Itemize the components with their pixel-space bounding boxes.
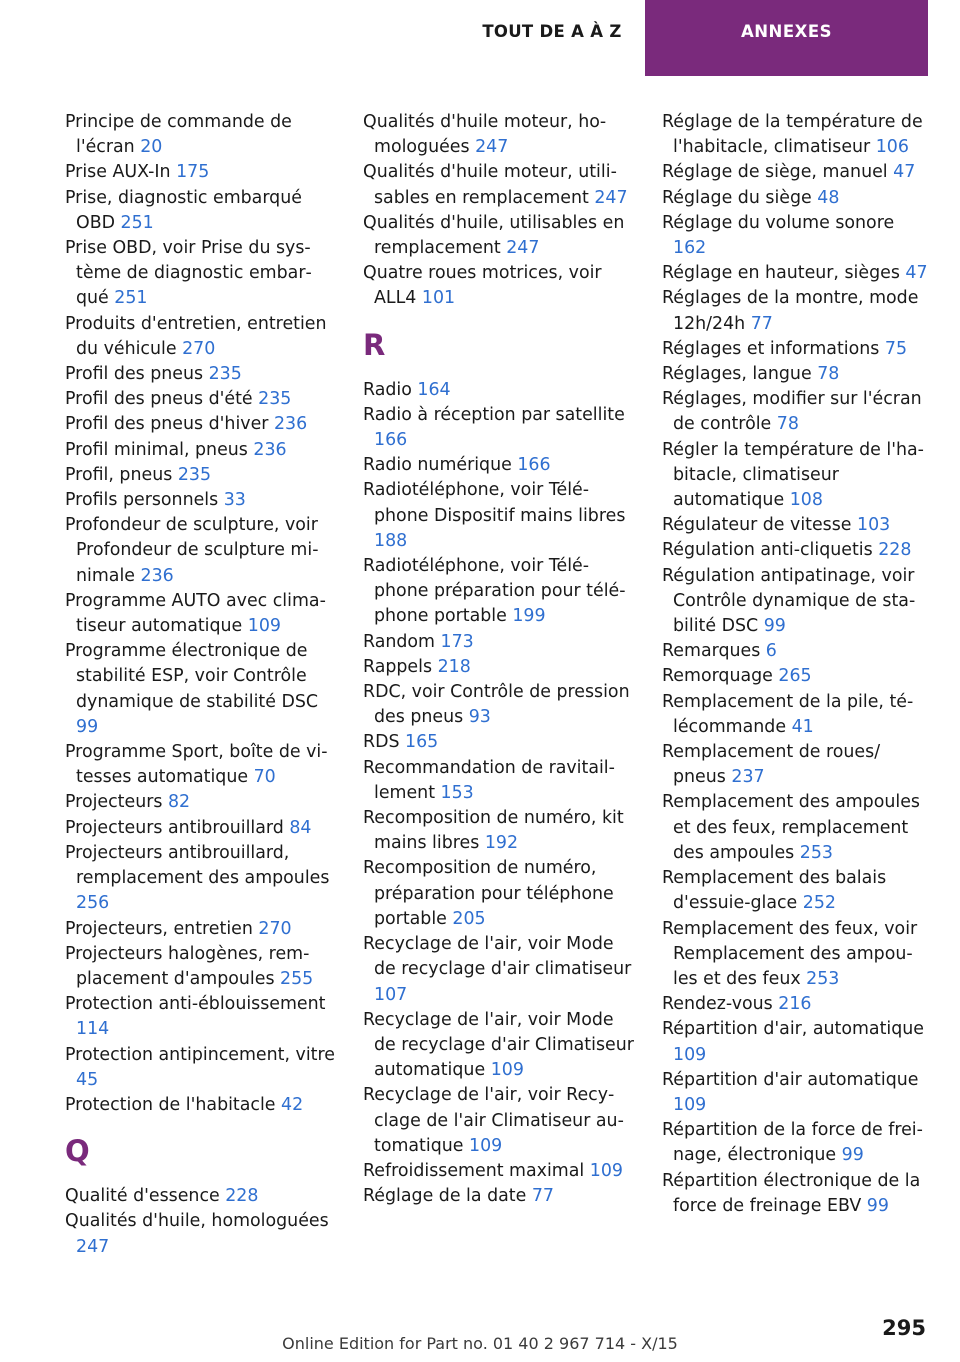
index-entry [662, 1068, 928, 1118]
index-page-link[interactable]: 162 [673, 238, 707, 259]
index-entry [65, 1043, 337, 1093]
index-entry-text: Programme AUTO avec climatiseur automatique [65, 590, 326, 637]
index-entry-text: Répartition électronique de la force de freinage EBV [662, 1170, 921, 1216]
index-entry-text: Programme électronique de stabilité ESP, voir Contrôle dynamique de stabilité DSC [65, 641, 319, 712]
index-entry [65, 110, 337, 160]
index-page-link[interactable]: 236 [253, 439, 287, 460]
index-entry [363, 478, 635, 554]
index-entry [662, 866, 928, 916]
index-entry-text: Réglages, langue [662, 364, 812, 385]
index-page-link[interactable]: 256 [76, 893, 110, 914]
index-entry-text: Qualité d'essence [65, 1186, 220, 1207]
index-page-link[interactable]: 235 [208, 364, 242, 385]
index-page-link[interactable]: 235 [177, 464, 212, 485]
index-entry [662, 992, 928, 1017]
index-page-link[interactable]: 175 [176, 162, 210, 183]
index-entry-text: Projecteurs [65, 792, 163, 813]
index-page-link[interactable]: 103 [857, 515, 891, 536]
index-page-link[interactable]: 228 [225, 1186, 259, 1207]
index-entry [662, 110, 928, 160]
index-entry [65, 513, 337, 589]
index-page-link[interactable]: 166 [374, 430, 408, 451]
index-entry-text: Rendez-vous [662, 994, 773, 1015]
index-entry-text: Prise, diagnostic embarqué OBD [65, 187, 302, 233]
index-page-link[interactable]: 48 [817, 187, 840, 208]
index-entry-text: Radio à réception par satellite [363, 404, 625, 425]
index-page-link[interactable]: 218 [437, 656, 471, 677]
index-entry [662, 1118, 928, 1168]
index-page-link[interactable]: 236 [273, 414, 308, 435]
index-entry [363, 806, 635, 856]
index-page-link[interactable]: 173 [440, 631, 474, 652]
index-entry [662, 337, 928, 362]
index-page-link[interactable]: 247 [475, 137, 509, 158]
index-page-link[interactable]: 247 [594, 187, 628, 208]
index-entry-text: Qualités d'huile, homologuées [65, 1211, 329, 1232]
index-entry [363, 453, 635, 478]
index-entry-text: RDS [363, 732, 400, 753]
index-entry-text: Régulateur de vitesse [662, 515, 852, 536]
index-entry [65, 387, 337, 412]
index-entry [65, 236, 337, 312]
index-page-link[interactable]: 41 [791, 716, 814, 737]
index-page-link[interactable]: 106 [875, 137, 909, 158]
index-entry-text: Refroidissement maximal [363, 1160, 585, 1181]
index-entry-text: Régler la température de l'habitacle, climatiseur automatique [662, 439, 924, 511]
index-page-link[interactable]: 255 [280, 968, 314, 989]
index-entry-text: Quatre roues motrices, voir ALL4 [363, 263, 602, 309]
index-entry [65, 438, 337, 463]
index-entry-text: Réglage du siège [662, 187, 812, 208]
index-entry [662, 690, 928, 740]
index-entry-text: Réglage en hauteur, sièges [662, 263, 900, 284]
index-entry-text: Remarques [662, 641, 761, 662]
index-entry [65, 740, 337, 790]
index-entry [65, 1184, 337, 1209]
index-page-link[interactable]: 270 [182, 338, 216, 359]
index-page-link[interactable]: 251 [120, 212, 154, 233]
index-entry [662, 513, 928, 538]
index-entry [363, 630, 635, 655]
index-entry [363, 554, 635, 630]
index-entry-text: Régulation antipatinage, voir Contrôle dynamique de stabilité DSC [662, 565, 916, 637]
index-page-link[interactable]: 78 [776, 414, 799, 435]
index-entry [65, 1093, 337, 1118]
index-entry-text: Remplacement de la pile, télécommande [662, 691, 914, 737]
index-page-link[interactable]: 6 [765, 641, 777, 662]
index-entry-text: Profondeur de sculpture, voir Profondeur de sculpture minimale [65, 515, 319, 586]
index-entry [662, 1017, 928, 1067]
index-page-link[interactable]: 251 [114, 288, 148, 309]
index-page-link[interactable]: 166 [517, 455, 551, 476]
index-entry-text: Recomposition de numéro, préparation pour téléphone portable [363, 858, 614, 929]
index-entry [662, 790, 928, 866]
index-page-link[interactable]: 114 [76, 1019, 110, 1040]
index-entry-text: Radio [363, 379, 412, 400]
index-entry [65, 362, 337, 387]
index-entry [662, 740, 928, 790]
index-entry-text: Principe de commande de l'écran [65, 112, 292, 158]
index-page-link[interactable]: 109 [673, 1044, 707, 1065]
index-entry-text: Profil, pneus [65, 464, 173, 485]
index-entry-text: Répartition d'air automatique [662, 1069, 919, 1090]
page-number: 295 [882, 1316, 926, 1340]
index-page-link[interactable]: 107 [374, 984, 408, 1005]
index-entry-text: Remorquage [662, 666, 773, 687]
index-entry [65, 463, 337, 488]
index-entry-text: Programme Sport, boîte de vitesses automatique [65, 742, 328, 788]
index-entry-text: Radiotéléphone, voir Téléphone Dispositif mains libres [363, 480, 626, 526]
index-page-link[interactable]: 164 [417, 379, 451, 400]
index-entry [662, 917, 928, 993]
index-page-link[interactable]: 78 [817, 364, 840, 385]
index-page-link[interactable]: 99 [841, 1145, 864, 1166]
index-column-2 [363, 110, 635, 1209]
index-entry [662, 160, 928, 185]
index-entry-text: Projecteurs halogènes, remplacement d'ampoules [65, 943, 310, 989]
index-entry-text: Radiotéléphone, voir Téléphone préparation pour téléphone portable [363, 556, 626, 627]
index-page-link[interactable]: 247 [506, 238, 540, 259]
index-entry [65, 790, 337, 815]
index-entry-text: Qualités d'huile moteur, utilisables en remplacement [363, 162, 617, 208]
index-page-link[interactable]: 199 [512, 606, 546, 627]
index-page-link[interactable]: 99 [866, 1195, 889, 1216]
index-entry [65, 942, 337, 992]
index-entry [662, 639, 928, 664]
index-entry-text: Répartition de la force de freinage, électronique [662, 1120, 923, 1166]
index-letter-heading: Q [65, 1134, 90, 1169]
index-entry [662, 538, 928, 563]
index-page-link[interactable]: 109 [490, 1060, 524, 1081]
index-letter-heading: R [363, 327, 386, 362]
index-entry [363, 856, 635, 932]
index-page-link[interactable]: 47 [893, 162, 916, 183]
index-page-link[interactable]: 216 [778, 994, 812, 1015]
index-page-link[interactable]: 252 [802, 893, 836, 914]
index-page-link[interactable]: 109 [589, 1160, 623, 1181]
index-page-link[interactable]: 75 [884, 338, 908, 359]
index-entry [65, 639, 337, 740]
index-entry [363, 680, 635, 730]
index-entry-text: Répartition d'air, automatique [662, 1019, 924, 1040]
index-entry-text: Régulation anti-cliquetis [662, 540, 873, 561]
index-entry-text: Projecteurs antibrouillard [65, 817, 284, 838]
index-entry-text: Qualités d'huile moteur, homologuées [363, 112, 607, 158]
index-entry [363, 160, 635, 210]
index-entry-text: Réglage de siège, manuel [662, 162, 888, 183]
index-entry-text: Recyclage de l'air, voir Recyclage de l'air Climatiseur automatique [363, 1085, 624, 1156]
index-entry [363, 1184, 635, 1209]
index-entry [65, 992, 337, 1042]
index-entry [65, 160, 337, 185]
index-page-link[interactable]: 109 [673, 1094, 707, 1115]
index-entry-text: Réglage de la température de l'habitacle, climatiseur [662, 112, 923, 158]
index-entry-text: Remplacement des balais d'essuie-glace [662, 868, 887, 914]
index-page-link[interactable]: 108 [789, 490, 823, 511]
index-entry-text: Prise OBD, voir Prise du système de diagnostic embarqué [65, 238, 312, 309]
index-entry [363, 756, 635, 806]
index-column-3 [662, 110, 928, 1219]
chapter-tab[interactable]: ANNEXES [645, 0, 928, 76]
index-entry-text: Qualités d'huile, utilisables en remplacement [363, 212, 625, 259]
index-page-link[interactable]: 109 [247, 616, 281, 637]
index-entry [363, 1008, 635, 1084]
index-page-link[interactable]: 42 [281, 1094, 304, 1115]
index-page-link[interactable]: 188 [374, 530, 408, 551]
index-entry-text: Projecteurs, entretien [65, 918, 253, 939]
index-entry-text: Rappels [363, 656, 433, 677]
index-entry-text: Radio numérique [363, 455, 512, 476]
index-entry [65, 412, 337, 437]
index-page-link[interactable]: 253 [806, 968, 840, 989]
index-entry [662, 564, 928, 640]
index-entry [65, 186, 337, 236]
index-entry-text: Produits d'entretien, entretien du véhicule [65, 313, 327, 359]
index-page-link[interactable]: 33 [223, 490, 246, 511]
index-entry-text: Réglages, modifier sur l'écran de contrôle [662, 389, 922, 435]
index-page-link[interactable]: 109 [469, 1135, 503, 1156]
index-entry [662, 211, 928, 261]
index-entry-text: Projecteurs antibrouillard, remplacement des ampoules [65, 842, 330, 889]
index-page-link[interactable]: 165 [405, 732, 439, 753]
index-page-link[interactable]: 270 [258, 918, 292, 939]
section-title: TOUT DE A À Z [482, 22, 622, 41]
index-page-link[interactable]: 84 [289, 817, 312, 838]
index-page-link[interactable]: 45 [76, 1069, 99, 1090]
index-entry [363, 110, 635, 160]
index-entry [363, 211, 635, 261]
index-entry-text: Réglages et informations [662, 338, 880, 359]
index-entry [65, 816, 337, 841]
index-page-link[interactable]: 77 [750, 313, 773, 334]
index-page-link[interactable]: 192 [484, 833, 519, 854]
index-entry-text: Remplacement des ampoules et des feux, remplacement des ampoules [662, 792, 920, 863]
index-page-link[interactable]: 247 [76, 1236, 110, 1257]
index-page-link[interactable]: 236 [140, 565, 174, 586]
index-entry [363, 1083, 635, 1159]
index-page-link[interactable]: 253 [799, 842, 833, 863]
index-entry [363, 378, 635, 403]
index-entry [65, 1209, 337, 1259]
index-page-link[interactable]: 265 [778, 666, 812, 687]
index-page-link[interactable]: 99 [763, 616, 786, 637]
index-entry [662, 362, 928, 387]
index-entry [363, 730, 635, 755]
index-entry-text: Random [363, 631, 435, 652]
index-entry [363, 261, 635, 311]
index-entry-text: Recyclage de l'air, voir Mode de recyclage d'air climatiseur [363, 934, 632, 980]
index-entry [662, 1169, 928, 1219]
index-entry-text: Profil des pneus [65, 364, 204, 385]
index-entry [662, 438, 928, 514]
index-page-link[interactable]: 20 [140, 137, 163, 158]
index-entry-text: Recommandation de ravitaillement [363, 757, 615, 803]
index-entry-text: Réglages de la montre, mode 12h/24h [662, 288, 919, 334]
index-entry-text: Profils personnels [65, 490, 219, 511]
index-entry-text: RDC, voir Contrôle de pression des pneus [363, 682, 630, 728]
index-entry [65, 917, 337, 942]
index-entry-text: Protection de l'habitacle [65, 1094, 276, 1115]
index-page-link[interactable]: 82 [167, 792, 191, 813]
index-entry [662, 286, 928, 336]
index-page-link[interactable]: 70 [253, 767, 276, 788]
index-entry-text: Protection anti-éblouissement [65, 994, 326, 1015]
footer-edition: Online Edition for Part no. 01 40 2 967 714 - X/15 [282, 1334, 678, 1353]
index-page-link[interactable]: 77 [531, 1186, 554, 1207]
index-entry-text: Recyclage de l'air, voir Mode de recyclage d'air Climatiseur automatique [363, 1009, 634, 1081]
index-entry [65, 488, 337, 513]
index-entry [363, 655, 635, 680]
index-entry-text: Profil des pneus d'hiver [65, 414, 269, 435]
index-entry-text: Protection antipincement, vitre [65, 1044, 335, 1065]
index-page-link[interactable]: 99 [76, 716, 99, 737]
index-entry-text: Prise AUX-In [65, 162, 171, 183]
index-entry-text: Profil des pneus d'été [65, 389, 253, 410]
index-entry [662, 186, 928, 211]
index-entry [363, 403, 635, 453]
index-entry [363, 932, 635, 1008]
index-entry [662, 261, 928, 286]
index-entry [662, 387, 928, 437]
index-entry-text: Remplacement des feux, voir Remplacement des ampoules et des feux [662, 918, 918, 989]
index-entry-text: Profil minimal, pneus [65, 439, 248, 460]
index-column-1 [65, 110, 337, 1260]
index-entry-text: Remplacement de roues/ pneus [662, 742, 881, 788]
index-page-link[interactable]: 101 [421, 288, 456, 309]
index-page-link[interactable]: 93 [468, 707, 491, 728]
index-entry [363, 1159, 635, 1184]
index-entry [65, 312, 337, 362]
index-page-link[interactable]: 237 [731, 767, 765, 788]
index-entry-text: Réglage de la date [363, 1186, 527, 1207]
index-page-link[interactable]: 228 [878, 540, 912, 561]
index-entry-text: Réglage du volume sonore [662, 212, 895, 233]
index-entry [65, 589, 337, 639]
index-page-link[interactable]: 235 [258, 389, 292, 410]
index-page-link[interactable]: 153 [440, 782, 474, 803]
index-entry [662, 664, 928, 689]
index-page-link[interactable]: 47 [905, 263, 928, 284]
index-page-link[interactable]: 205 [452, 908, 486, 929]
index-entry [65, 841, 337, 917]
index-entry-text: Recomposition de numéro, kit mains libres [363, 808, 624, 854]
